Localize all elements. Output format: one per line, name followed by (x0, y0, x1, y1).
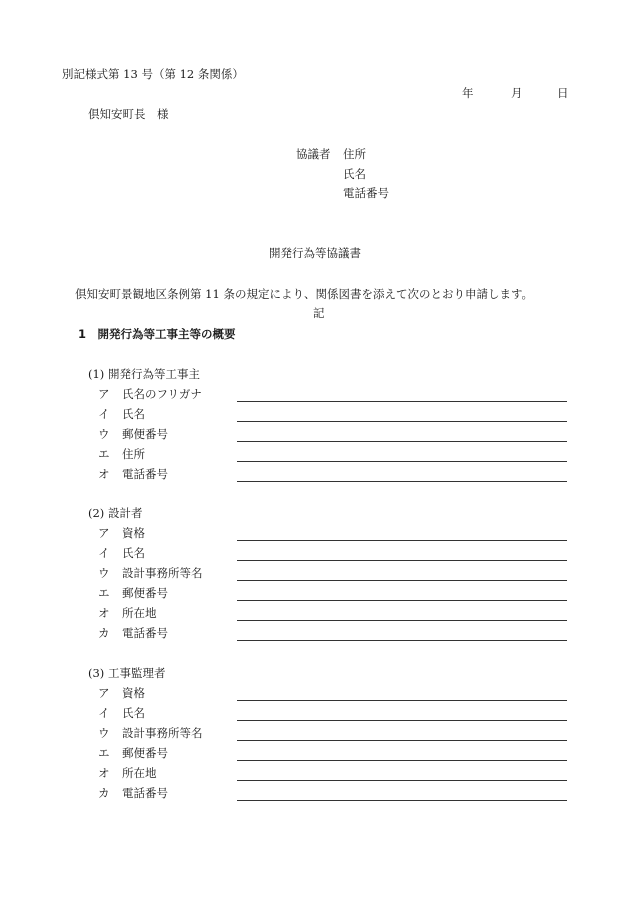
applicant-phone-label: 電話番号 (343, 186, 389, 200)
fill-in-line[interactable] (237, 560, 567, 561)
group-heading: (2) 設計者 (88, 506, 143, 520)
row-marker: ウ (98, 566, 110, 580)
row-marker: ウ (98, 427, 110, 441)
fill-in-line[interactable] (237, 720, 567, 721)
fill-in-line[interactable] (237, 580, 567, 581)
fill-in-line[interactable] (237, 461, 567, 462)
row-marker: エ (98, 586, 110, 600)
addressee: 倶知安町長 様 (88, 107, 169, 121)
group-heading: (3) 工事監理者 (88, 666, 166, 680)
fill-in-line[interactable] (237, 760, 567, 761)
fill-in-line[interactable] (237, 401, 567, 402)
row-label: 資格 (122, 686, 145, 700)
row-marker: カ (98, 786, 110, 800)
row-marker: イ (98, 407, 110, 421)
fill-in-line[interactable] (237, 780, 567, 781)
fill-in-line[interactable] (237, 540, 567, 541)
row-marker: オ (98, 467, 110, 481)
row-label: 郵便番号 (122, 427, 168, 441)
row-marker: オ (98, 606, 110, 620)
row-marker: イ (98, 706, 110, 720)
section-heading: 1 開発行為等工事主等の概要 (78, 327, 236, 341)
fill-in-line[interactable] (237, 640, 567, 641)
applicant-address-label: 住所 (343, 147, 366, 161)
row-label: 郵便番号 (122, 746, 168, 760)
fill-in-line[interactable] (237, 421, 567, 422)
row-label: 設計事務所等名 (122, 566, 203, 580)
form-id: 別記様式第 13 号（第 12 条関係） (62, 67, 244, 81)
row-label: 氏名のフリガナ (122, 387, 202, 401)
applicant-role: 協議者 (296, 147, 331, 161)
row-label: 電話番号 (122, 786, 168, 800)
date-day-label: 日 (557, 86, 569, 100)
ki-mark: 記 (313, 306, 325, 320)
row-marker: ア (98, 686, 110, 700)
row-label: 郵便番号 (122, 586, 168, 600)
row-label: 住所 (122, 447, 145, 461)
date-month-label: 月 (511, 86, 523, 100)
document-title: 開発行為等協議書 (269, 246, 361, 260)
row-marker: イ (98, 546, 110, 560)
fill-in-line[interactable] (237, 740, 567, 741)
fill-in-line[interactable] (237, 481, 567, 482)
row-label: 所在地 (122, 606, 157, 620)
fill-in-line[interactable] (237, 620, 567, 621)
row-marker: ウ (98, 726, 110, 740)
row-label: 氏名 (122, 546, 145, 560)
row-label: 電話番号 (122, 467, 168, 481)
intro-text: 倶知安町景観地区条例第 11 条の規定により、関係図書を添えて次のとおり申請します。 (75, 287, 534, 301)
fill-in-line[interactable] (237, 600, 567, 601)
row-marker: エ (98, 746, 110, 760)
row-label: 資格 (122, 526, 145, 540)
row-label: 電話番号 (122, 626, 168, 640)
applicant-name-label: 氏名 (343, 167, 366, 181)
fill-in-line[interactable] (237, 700, 567, 701)
row-marker: エ (98, 447, 110, 461)
row-label: 設計事務所等名 (122, 726, 203, 740)
fill-in-line[interactable] (237, 800, 567, 801)
group-heading: (1) 開発行為等工事主 (88, 367, 200, 381)
row-marker: ア (98, 526, 110, 540)
row-marker: カ (98, 626, 110, 640)
row-marker: ア (98, 387, 110, 401)
row-label: 氏名 (122, 407, 145, 421)
row-marker: オ (98, 766, 110, 780)
row-label: 氏名 (122, 706, 145, 720)
fill-in-line[interactable] (237, 441, 567, 442)
date-year-label: 年 (462, 86, 474, 100)
row-label: 所在地 (122, 766, 157, 780)
